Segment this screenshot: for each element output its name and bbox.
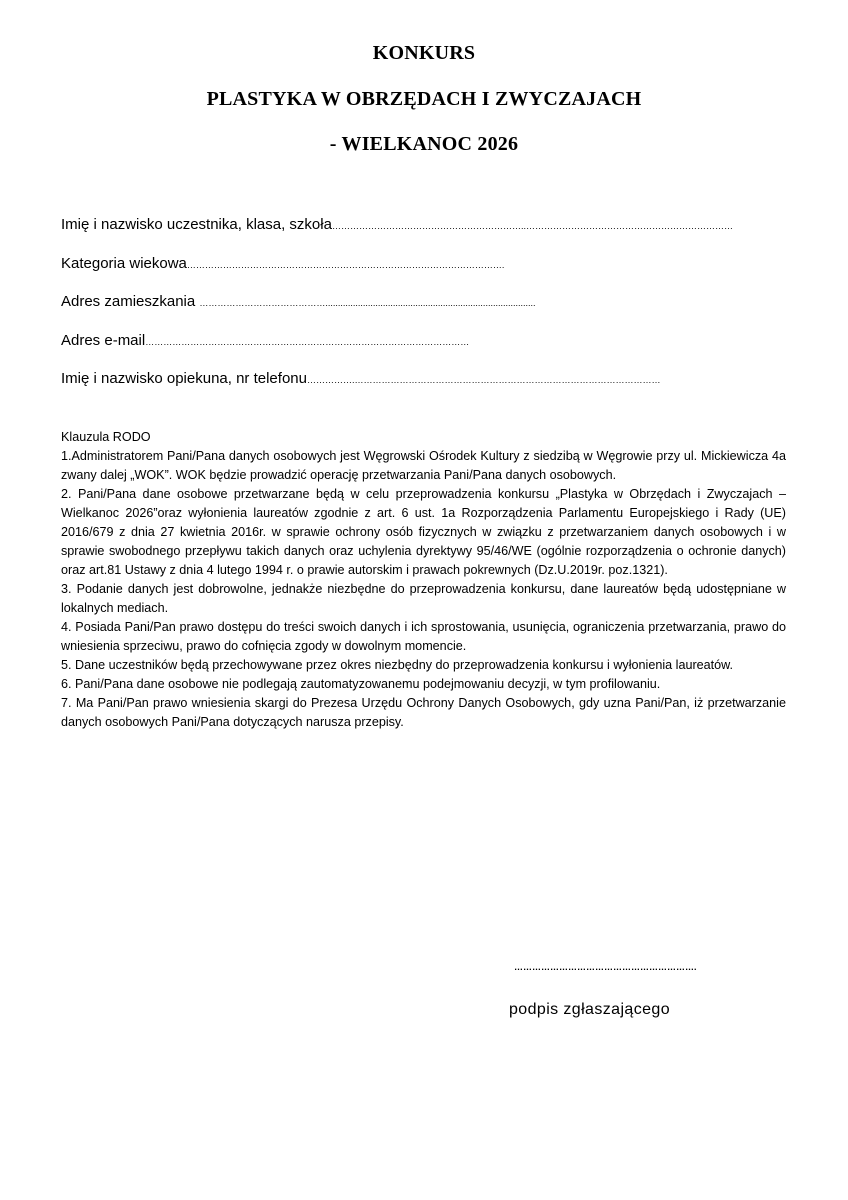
form-field-fill-line[interactable]: ………………………………………………………..……………………………………………………………: [331, 221, 733, 231]
form-field-label: Imię i nazwisko opiekuna, nr telefonu: [61, 370, 307, 387]
rodo-clause: [61, 428, 786, 732]
rodo-item: 3. Podanie danych jest dobrowolne, jednakże niezbędne do przeprowadzenia konkursu, dane laureatów będą udostępniane w lokalnych mediach.: [61, 582, 786, 615]
document-subtitle: PLASTYKA W OBRZĘDACH I ZWYCZAJACH: [206, 88, 642, 110]
form-field-email[interactable]: [61, 330, 791, 369]
rodo-item: 2. Pani/Pana dane osobowe przetwarzane będą w celu przeprowadzenia konkursu „Plastyka w Obrzędach i Zwyczajach – Wielkanoc 2026”oraz wyłonienia laureatów zgodnie z art. 6 ust. 1a Rozporządzenia Parlamentu Europejskiego i Rady (UE) 2016/679 z dnia 27 kwietnia 2016r. w sprawie ochrony osób fizycznych w związku z przetwarzaniem danych osobowych i w sprawie swobodnego przepływu takich danych oraz uchylenia dyrektywy 95/46/WE (ogólnie rozporządzenia o ochronie danych) oraz art.81 Ustawy z dnia 4 lutego 1994 r. o prawie autorskim i prawach pokrewnych (Dz.U.2019r. poz.1321).: [61, 487, 786, 577]
form-field-guardian[interactable]: [61, 368, 791, 407]
form-field-participant[interactable]: [61, 214, 791, 253]
rodo-item: 1.Administratorem Pani/Pana danych osobowych jest Węgrowski Ośrodek Kultury z siedzibą w Węgrowie przy ul. Mickiewicza 4a zwany dalej „WOK”. WOK będzie prowadzić operację przetwarzania Pani/Pana danych osobowych.: [61, 449, 786, 482]
form-field-age-category[interactable]: [61, 253, 791, 292]
form-field-fill-line[interactable]: ………………………………………………………………………………………………: [145, 336, 470, 347]
rodo-item: 5. Dane uczestników będą przechowywane przez okres niezbędny do przeprowadzenia konkursu i wyłonienia laureatów.: [61, 658, 734, 672]
document-edition: - WIELKANOC 2026: [329, 133, 519, 155]
signature-label: podpis zgłaszającego: [509, 1001, 670, 1018]
rodo-item: 7. Ma Pani/Pan prawo wniesienia skargi do Prezesa Urzędu Ochrony Danych Osobowych, gdy uzna Pani/Pan, iż przetwarzanie danych osobowych Pani/Pana dotyczących narusza przepisy.: [61, 696, 786, 729]
form-field-address[interactable]: [61, 291, 791, 330]
form-field-fill-line[interactable]: ……………………………………....................................................................................: [199, 298, 536, 308]
rodo-item: 6. Pani/Pana dane osobowe nie podlegają zautomatyzowanemu podejmowaniu decyzji, w tym profilowaniu.: [61, 677, 661, 691]
form-field-label: Imię i nazwisko uczestnika, klasa, szkoła: [61, 216, 332, 233]
rodo-item: 4. Posiada Pani/Pan prawo dostępu do treści swoich danych i ich sprostowania, usunięcia, ograniczenia przetwarzania, prawo do wniesienia sprzeciwu, prawo do cofnięcia zgody w dowolnym momencie.: [61, 620, 786, 653]
form-field-fill-line[interactable]: …………………………………………………………………………………………….: [186, 259, 505, 270]
document-title: KONKURS: [372, 42, 476, 64]
signature-line[interactable]: …………………………………………………….: [514, 962, 697, 972]
form-field-label: Adres zamieszkania: [61, 293, 200, 310]
entry-form: [61, 214, 791, 407]
form-field-label: Adres e-mail: [61, 331, 146, 349]
form-field-fill-line[interactable]: …………….…………………………………………………………………………………………: [306, 375, 661, 385]
rodo-heading: Klauzula RODO: [61, 430, 151, 444]
form-field-label: Kategoria wiekowa: [61, 254, 187, 272]
